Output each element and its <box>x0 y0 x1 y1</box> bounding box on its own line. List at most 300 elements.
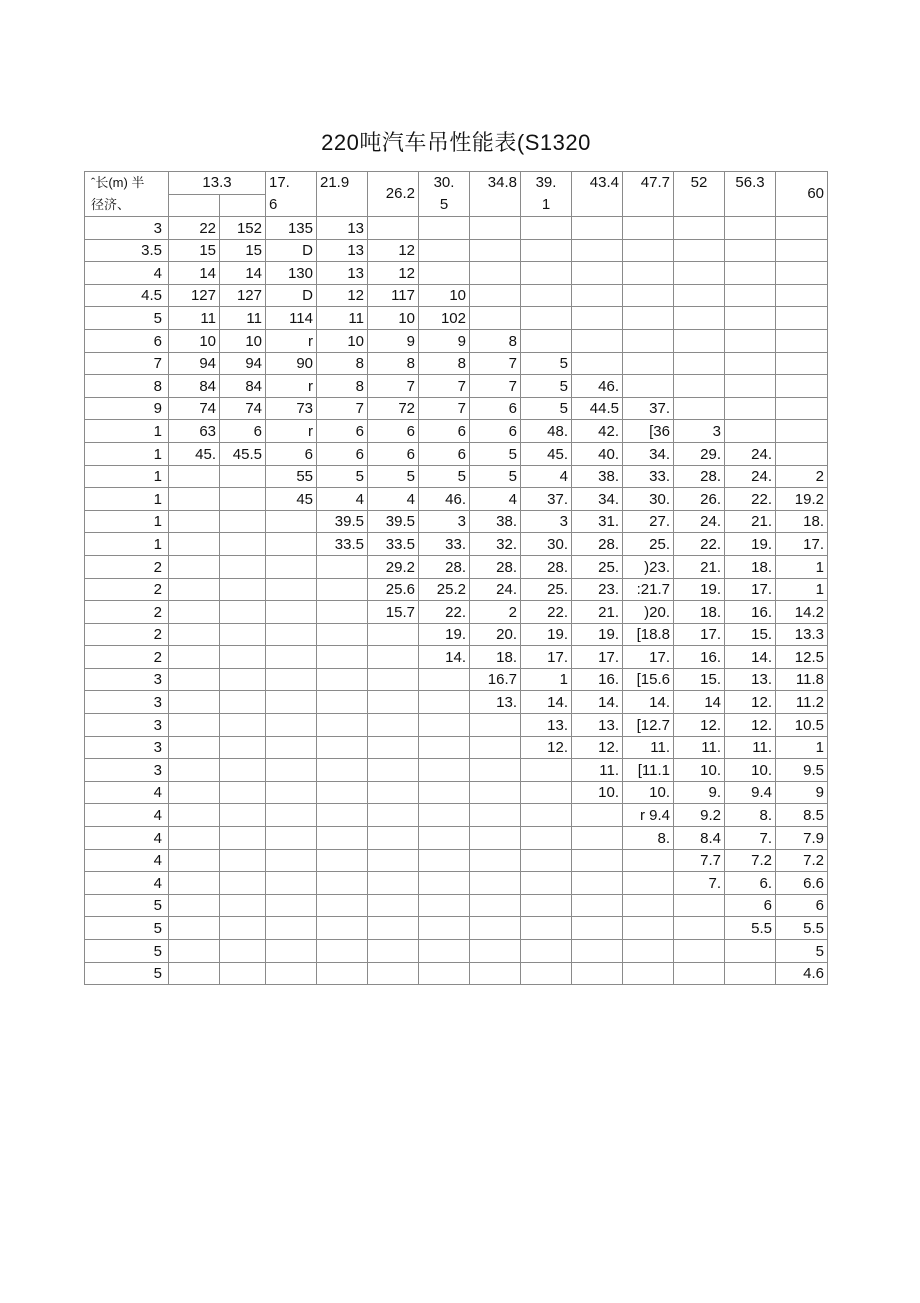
load-cell: )23. <box>623 555 674 578</box>
table-row <box>85 262 828 285</box>
load-cell <box>266 601 317 624</box>
load-cell <box>169 894 220 917</box>
load-cell: 14. <box>419 646 470 669</box>
load-cell: 8. <box>725 804 776 827</box>
crane-load-chart-table <box>84 171 828 985</box>
load-cell: 10. <box>572 781 623 804</box>
load-cell <box>220 578 266 601</box>
load-cell: 22. <box>674 533 725 556</box>
load-cell <box>623 375 674 398</box>
load-cell <box>266 804 317 827</box>
load-cell <box>266 510 317 533</box>
load-cell: r <box>266 420 317 443</box>
load-cell: 18. <box>776 510 828 533</box>
load-cell <box>470 736 521 759</box>
load-cell: 6 <box>220 420 266 443</box>
radius-cell: 1 <box>85 465 169 488</box>
load-cell <box>470 804 521 827</box>
load-cell <box>317 578 368 601</box>
load-cell <box>623 329 674 352</box>
radius-cell: 5 <box>85 940 169 963</box>
load-cell: 7 <box>419 397 470 420</box>
load-cell: 22. <box>725 488 776 511</box>
load-cell: 2 <box>776 465 828 488</box>
load-cell: 8 <box>317 352 368 375</box>
load-cell <box>169 781 220 804</box>
load-cell: 72 <box>368 397 419 420</box>
radius-cell: 3 <box>85 759 169 782</box>
load-cell <box>674 329 725 352</box>
load-cell <box>169 623 220 646</box>
load-cell: 21. <box>572 601 623 624</box>
table-row <box>85 646 828 669</box>
load-cell: D <box>266 284 317 307</box>
load-cell: 33.5 <box>317 533 368 556</box>
load-cell: 94 <box>169 352 220 375</box>
load-cell: 21. <box>725 510 776 533</box>
load-cell <box>220 601 266 624</box>
load-cell <box>368 894 419 917</box>
load-cell: 1 <box>776 578 828 601</box>
load-cell <box>317 555 368 578</box>
load-cell <box>368 849 419 872</box>
radius-cell: 6 <box>85 329 169 352</box>
load-cell: 28. <box>674 465 725 488</box>
table-row <box>85 827 828 850</box>
load-cell <box>572 804 623 827</box>
load-cell: 7. <box>674 872 725 895</box>
load-cell: 3 <box>674 420 725 443</box>
load-cell <box>317 940 368 963</box>
load-cell: 73 <box>266 397 317 420</box>
radius-cell: 3 <box>85 217 169 240</box>
load-cell <box>220 691 266 714</box>
load-cell <box>220 872 266 895</box>
load-cell: 7. <box>725 827 776 850</box>
load-cell: )20. <box>623 601 674 624</box>
radius-cell: 1 <box>85 510 169 533</box>
table-row <box>85 465 828 488</box>
load-cell: 6 <box>317 420 368 443</box>
load-cell <box>623 284 674 307</box>
load-cell: 12. <box>521 736 572 759</box>
load-cell: 6 <box>419 420 470 443</box>
load-cell: 117 <box>368 284 419 307</box>
load-cell <box>368 623 419 646</box>
load-cell: 4 <box>368 488 419 511</box>
radius-cell: 2 <box>85 601 169 624</box>
load-cell: 13. <box>572 714 623 737</box>
load-cell: 21. <box>674 555 725 578</box>
load-cell: 17. <box>572 646 623 669</box>
load-cell <box>674 962 725 985</box>
load-cell <box>521 962 572 985</box>
load-cell <box>776 262 828 285</box>
table-row <box>85 691 828 714</box>
load-cell <box>419 262 470 285</box>
load-cell <box>470 849 521 872</box>
load-cell <box>368 962 419 985</box>
radius-cell: 2 <box>85 578 169 601</box>
load-cell <box>317 894 368 917</box>
load-cell: 10. <box>725 759 776 782</box>
load-cell: 39.5 <box>317 510 368 533</box>
load-cell: 17. <box>623 646 674 669</box>
load-cell <box>521 284 572 307</box>
load-cell: 12 <box>317 284 368 307</box>
load-cell <box>470 307 521 330</box>
load-cell <box>521 759 572 782</box>
page-title: 220吨汽车吊性能表(S1320 <box>321 130 591 155</box>
load-cell: 10 <box>419 284 470 307</box>
load-cell: 4 <box>521 465 572 488</box>
load-cell: 12. <box>725 714 776 737</box>
radius-cell: 2 <box>85 623 169 646</box>
load-cell: 17. <box>776 533 828 556</box>
load-cell <box>266 940 317 963</box>
load-cell: 18. <box>725 555 776 578</box>
radius-cell: 4 <box>85 804 169 827</box>
radius-cell: 4 <box>85 262 169 285</box>
load-cell: 11. <box>725 736 776 759</box>
load-cell: 9 <box>776 781 828 804</box>
boom-length-header: 47.7 <box>623 172 674 217</box>
load-cell <box>674 352 725 375</box>
load-cell: 130 <box>266 262 317 285</box>
load-cell <box>368 759 419 782</box>
radius-cell: 7 <box>85 352 169 375</box>
load-cell: 5 <box>470 442 521 465</box>
load-cell: 13. <box>521 714 572 737</box>
load-cell <box>317 917 368 940</box>
load-cell <box>266 759 317 782</box>
load-cell: 5 <box>470 465 521 488</box>
load-cell <box>776 352 828 375</box>
load-cell: 15 <box>169 239 220 262</box>
load-cell <box>674 284 725 307</box>
load-cell: 25.6 <box>368 578 419 601</box>
load-cell <box>572 217 623 240</box>
radius-cell: 5 <box>85 894 169 917</box>
load-cell: 135 <box>266 217 317 240</box>
load-cell: 6 <box>470 420 521 443</box>
load-cell: 14 <box>169 262 220 285</box>
table-row <box>85 239 828 262</box>
load-cell: 26. <box>674 488 725 511</box>
load-cell: r <box>266 375 317 398</box>
load-cell: 63 <box>169 420 220 443</box>
load-cell <box>725 420 776 443</box>
load-cell <box>266 714 317 737</box>
load-cell: 28. <box>470 555 521 578</box>
load-cell: r <box>266 329 317 352</box>
load-cell: 7.9 <box>776 827 828 850</box>
load-cell <box>220 940 266 963</box>
load-cell: 90 <box>266 352 317 375</box>
load-cell <box>317 714 368 737</box>
load-cell: 11 <box>169 307 220 330</box>
boom-length-header: 26.2 <box>368 172 419 217</box>
load-cell <box>521 894 572 917</box>
load-cell <box>776 217 828 240</box>
load-cell: 9.2 <box>674 804 725 827</box>
load-cell: 12. <box>674 714 725 737</box>
radius-cell: 2 <box>85 646 169 669</box>
load-cell: 7 <box>317 397 368 420</box>
load-cell <box>419 781 470 804</box>
load-cell <box>470 781 521 804</box>
load-cell <box>169 555 220 578</box>
load-cell <box>725 375 776 398</box>
load-cell <box>674 239 725 262</box>
load-cell: 9 <box>368 329 419 352</box>
table-row <box>85 442 828 465</box>
load-cell: 12 <box>368 262 419 285</box>
load-cell <box>419 872 470 895</box>
radius-cell: 3 <box>85 714 169 737</box>
load-cell <box>470 827 521 850</box>
load-cell: 9. <box>674 781 725 804</box>
load-cell: 114 <box>266 307 317 330</box>
table-row <box>85 804 828 827</box>
load-cell: 3 <box>521 510 572 533</box>
load-cell: 6.6 <box>776 872 828 895</box>
header-subcell <box>220 195 266 217</box>
load-cell: r 9.4 <box>623 804 674 827</box>
load-cell: 24. <box>674 510 725 533</box>
load-cell: 74 <box>220 397 266 420</box>
load-cell: 9 <box>419 329 470 352</box>
load-cell <box>470 894 521 917</box>
load-cell <box>169 578 220 601</box>
table-row <box>85 714 828 737</box>
radius-cell: 1 <box>85 420 169 443</box>
load-cell <box>317 827 368 850</box>
load-cell: 23. <box>572 578 623 601</box>
boom-length-header: 13.3 <box>169 172 266 195</box>
load-cell <box>220 962 266 985</box>
load-cell <box>368 804 419 827</box>
load-cell <box>220 488 266 511</box>
load-cell <box>317 849 368 872</box>
radius-cell: 4 <box>85 849 169 872</box>
load-cell: 7.2 <box>776 849 828 872</box>
load-cell: 6 <box>368 442 419 465</box>
table-row <box>85 352 828 375</box>
load-cell: 16. <box>674 646 725 669</box>
load-cell: 19. <box>725 533 776 556</box>
load-cell: 5 <box>521 352 572 375</box>
load-cell <box>674 894 725 917</box>
load-cell: 33. <box>419 533 470 556</box>
load-cell <box>169 465 220 488</box>
load-cell: 13 <box>317 239 368 262</box>
load-cell: 46. <box>419 488 470 511</box>
load-cell <box>368 736 419 759</box>
load-cell <box>776 284 828 307</box>
table-row <box>85 375 828 398</box>
load-cell: 24. <box>725 465 776 488</box>
load-cell: 13 <box>317 262 368 285</box>
load-cell <box>169 646 220 669</box>
load-cell: [15.6 <box>623 668 674 691</box>
load-cell <box>317 646 368 669</box>
table-row <box>85 940 828 963</box>
load-cell <box>368 917 419 940</box>
load-cell: 84 <box>169 375 220 398</box>
radius-cell: 1 <box>85 442 169 465</box>
load-cell <box>317 736 368 759</box>
load-cell: 16. <box>572 668 623 691</box>
load-cell: 102 <box>419 307 470 330</box>
load-cell: 5 <box>368 465 419 488</box>
load-cell <box>317 601 368 624</box>
load-cell: 8 <box>317 375 368 398</box>
boom-length-header: 39. 1 <box>521 172 572 217</box>
radius-cell: 5 <box>85 917 169 940</box>
load-cell <box>470 872 521 895</box>
load-cell: 19. <box>419 623 470 646</box>
load-cell <box>220 465 266 488</box>
load-cell: 24. <box>470 578 521 601</box>
load-cell <box>368 827 419 850</box>
load-cell: 22 <box>169 217 220 240</box>
load-cell <box>169 510 220 533</box>
load-cell: 29.2 <box>368 555 419 578</box>
load-cell <box>470 239 521 262</box>
header-row <box>85 172 828 195</box>
load-cell: [36 <box>623 420 674 443</box>
table-row <box>85 420 828 443</box>
load-cell <box>623 239 674 262</box>
load-cell <box>368 691 419 714</box>
load-cell: 15. <box>674 668 725 691</box>
radius-cell: 2 <box>85 555 169 578</box>
load-cell <box>169 917 220 940</box>
load-cell: 7.7 <box>674 849 725 872</box>
load-cell: 42. <box>572 420 623 443</box>
load-cell <box>419 759 470 782</box>
load-cell <box>725 329 776 352</box>
load-cell <box>674 307 725 330</box>
load-cell <box>266 533 317 556</box>
load-cell: 25. <box>521 578 572 601</box>
load-cell <box>419 917 470 940</box>
load-cell <box>725 284 776 307</box>
load-cell: 13. <box>470 691 521 714</box>
table-row <box>85 601 828 624</box>
load-cell <box>623 940 674 963</box>
load-cell <box>521 827 572 850</box>
load-cell: 14 <box>220 262 266 285</box>
table-row <box>85 397 828 420</box>
load-cell: D <box>266 239 317 262</box>
load-cell: 30. <box>623 488 674 511</box>
radius-cell: 8 <box>85 375 169 398</box>
load-cell <box>266 894 317 917</box>
boom-length-header: 30. 5 <box>419 172 470 217</box>
load-cell <box>674 917 725 940</box>
radius-cell: 9 <box>85 397 169 420</box>
load-cell <box>368 781 419 804</box>
load-cell <box>470 759 521 782</box>
load-cell <box>419 804 470 827</box>
load-cell <box>317 623 368 646</box>
load-cell <box>674 217 725 240</box>
load-cell: 18. <box>470 646 521 669</box>
load-cell <box>623 917 674 940</box>
load-cell <box>220 533 266 556</box>
load-cell: 8 <box>368 352 419 375</box>
load-cell: 7 <box>368 375 419 398</box>
load-cell <box>623 894 674 917</box>
load-cell <box>623 849 674 872</box>
load-cell: 9.4 <box>725 781 776 804</box>
load-cell <box>470 284 521 307</box>
radius-cell: 1 <box>85 533 169 556</box>
boom-length-header: 17. 6 <box>266 172 317 217</box>
load-cell <box>572 962 623 985</box>
boom-length-header: 21.9 <box>317 172 368 217</box>
load-cell <box>776 420 828 443</box>
load-cell <box>623 262 674 285</box>
load-cell <box>725 962 776 985</box>
load-cell <box>470 262 521 285</box>
load-cell <box>419 239 470 262</box>
load-cell <box>368 668 419 691</box>
load-cell: [12.7 <box>623 714 674 737</box>
load-cell <box>419 894 470 917</box>
load-cell: 1 <box>521 668 572 691</box>
load-cell <box>572 284 623 307</box>
load-cell <box>725 239 776 262</box>
table-row <box>85 668 828 691</box>
corner-header: ˆ长(m) 半 径济、 <box>85 172 169 217</box>
load-cell <box>169 759 220 782</box>
load-cell: 14. <box>623 691 674 714</box>
table-row <box>85 759 828 782</box>
table-row <box>85 555 828 578</box>
load-cell: 127 <box>220 284 266 307</box>
load-cell: 28. <box>572 533 623 556</box>
load-cell <box>169 714 220 737</box>
load-cell <box>317 691 368 714</box>
load-cell <box>572 239 623 262</box>
load-cell <box>419 736 470 759</box>
table-row <box>85 872 828 895</box>
load-cell: 16. <box>725 601 776 624</box>
load-cell <box>419 691 470 714</box>
load-cell: 7.2 <box>725 849 776 872</box>
load-cell <box>220 646 266 669</box>
load-cell: 6 <box>317 442 368 465</box>
load-cell <box>572 307 623 330</box>
load-cell <box>674 940 725 963</box>
table-row <box>85 917 828 940</box>
table-row <box>85 849 828 872</box>
load-cell: 17. <box>674 623 725 646</box>
load-cell: 40. <box>572 442 623 465</box>
load-cell <box>776 397 828 420</box>
load-cell <box>725 352 776 375</box>
load-cell <box>521 329 572 352</box>
load-cell <box>169 736 220 759</box>
load-cell: 5 <box>317 465 368 488</box>
load-cell: 12. <box>725 691 776 714</box>
load-cell <box>169 488 220 511</box>
load-cell <box>220 736 266 759</box>
load-cell: 22. <box>419 601 470 624</box>
